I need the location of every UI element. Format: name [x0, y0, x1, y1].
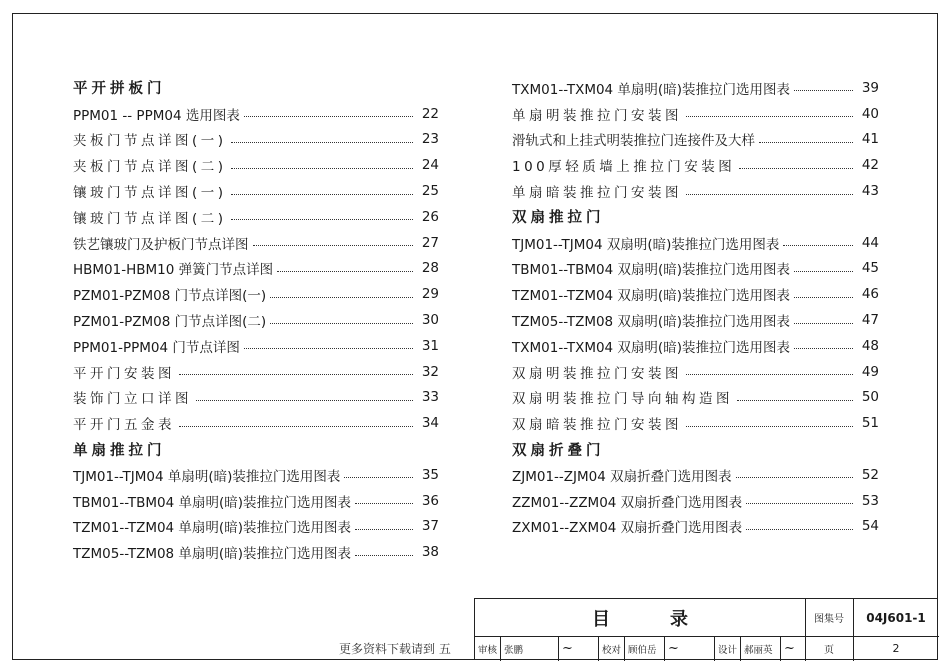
entry-title: 平开门安装图 [73, 365, 175, 382]
entry-title: ZJM01--ZJM04 双扇折叠门选用图表 [512, 468, 732, 485]
leader-dots [179, 374, 413, 375]
entry-page-number: 44 [861, 234, 879, 251]
leader-dots [759, 142, 853, 143]
leader-dots [794, 90, 853, 91]
toc-entry [512, 75, 879, 101]
entry-title: TZM05--TZM08 单扇明(暗)装推拉门选用图表 [73, 546, 351, 563]
toc-entry [512, 333, 879, 359]
toc-entry [512, 178, 879, 204]
toc-entry [512, 127, 879, 153]
toc-entry [73, 462, 439, 488]
entry-title: 铁艺镶玻门及护板门节点详图 [73, 236, 249, 253]
leader-dots [686, 374, 853, 375]
entry-title: PZM01-PZM08 门节点详图(一) [73, 288, 267, 305]
entry-title: HBM01-HBM10 弹簧门节点详图 [73, 262, 274, 279]
toc-entry [73, 410, 439, 436]
entry-page-number: 53 [861, 492, 879, 509]
toc-entry [73, 152, 439, 178]
entry-title: 镶玻门节点详图(一) [73, 185, 227, 202]
leader-dots [196, 400, 413, 401]
entry-title: PPM01 -- PPM04 选用图表 [73, 107, 240, 124]
entry-page-number: 38 [421, 544, 439, 561]
entry-page-number: 46 [861, 286, 879, 303]
entry-title: 夹板门节点详图(二) [73, 159, 227, 176]
toc-entry [73, 204, 439, 230]
toc-entry [512, 462, 879, 488]
leader-dots [746, 529, 853, 530]
toc-left-column [73, 75, 439, 565]
design-signature: ~ [784, 641, 795, 656]
toc-section-heading [73, 75, 439, 101]
leader-dots [270, 297, 413, 298]
entry-title: TZM01--TZM04 单扇明(暗)装推拉门选用图表 [73, 520, 351, 537]
leader-dots [794, 348, 853, 349]
title-block-title [475, 599, 806, 637]
entry-title: 双扇暗装推拉门安装图 [512, 417, 682, 434]
entry-title: TJM01--TJM04 双扇明(暗)装推拉门选用图表 [512, 236, 780, 253]
leader-dots [270, 323, 413, 324]
toc-section-heading [512, 436, 879, 462]
review-signature: ~ [559, 636, 599, 661]
entry-page-number: 39 [861, 79, 879, 96]
toc-entry [73, 281, 439, 307]
signature-row [475, 636, 806, 661]
page-number: 2 [892, 642, 900, 655]
entry-page-number: 43 [861, 183, 879, 200]
entry-page-number: 52 [861, 466, 879, 483]
leader-dots [355, 503, 413, 504]
entry-page-number: 22 [421, 105, 439, 122]
entry-page-number: 40 [861, 105, 879, 122]
page-label: 页 [805, 636, 854, 661]
toc-entry [73, 359, 439, 385]
section-title: 平开拼板门 [73, 81, 166, 98]
title-char-2: 录 [670, 608, 688, 630]
entry-page-number: 34 [421, 415, 439, 432]
entry-page-number: 47 [861, 312, 879, 329]
toc-entry [73, 127, 439, 153]
leader-dots [231, 219, 413, 220]
toc-entry [73, 514, 439, 540]
atlas-number-value: 04J601-1 [853, 599, 939, 637]
toc-entry [512, 281, 879, 307]
toc-entry [73, 256, 439, 282]
leader-dots [794, 297, 853, 298]
entry-title: 夹板门节点详图(一) [73, 133, 227, 150]
title-char-1: 目 [592, 608, 610, 630]
entry-title: 装饰门立口详图 [73, 391, 192, 408]
design-label: 设计 [715, 636, 741, 661]
entry-title: TXM01--TXM04 单扇明(暗)装推拉门选用图表 [512, 81, 790, 98]
leader-dots [231, 194, 413, 195]
title-block [474, 598, 938, 660]
section-title: 双扇折叠门 [512, 442, 605, 459]
entry-page-number: 48 [861, 337, 879, 354]
entry-page-number: 54 [861, 518, 879, 535]
entry-title: 双扇明装推拉门导向轴构造图 [512, 391, 733, 408]
leader-dots [736, 477, 853, 478]
leader-dots [746, 503, 853, 504]
entry-page-number: 50 [861, 389, 879, 406]
leader-dots [737, 400, 853, 401]
entry-title: ZZM01--ZZM04 双扇折叠门选用图表 [512, 494, 743, 511]
toc-entry [512, 230, 879, 256]
entry-title: 平开门五金表 [73, 417, 175, 434]
entry-title: 100厚轻质墙上推拉门安装图 [512, 159, 736, 176]
entry-page-number: 37 [421, 518, 439, 535]
atlas-number-label: 图集号 [805, 599, 854, 637]
leader-dots [686, 194, 853, 195]
toc-entry [73, 178, 439, 204]
toc-entry [512, 488, 879, 514]
toc-entry [73, 307, 439, 333]
toc-entry [73, 488, 439, 514]
leader-dots [244, 116, 413, 117]
toc-entry [73, 101, 439, 127]
toc-entry [512, 410, 879, 436]
entry-title: 滑轨式和上挂式明装推拉门连接件及大样 [512, 133, 755, 150]
leader-dots [231, 168, 413, 169]
toc-entry [512, 307, 879, 333]
entry-page-number: 26 [421, 208, 439, 225]
toc-entry [512, 256, 879, 282]
entry-page-number: 28 [421, 260, 439, 277]
leader-dots [794, 271, 853, 272]
entry-title: PPM01-PPM04 门节点详图 [73, 339, 240, 356]
entry-title: PZM01-PZM08 门节点详图(二) [73, 314, 267, 331]
check-signature: ~ [665, 636, 715, 661]
toc-entry [73, 539, 439, 565]
entry-page-number: 24 [421, 157, 439, 174]
entry-page-number: 35 [421, 466, 439, 483]
leader-dots [244, 348, 413, 349]
review-name: 张鹏 [501, 636, 559, 661]
leader-dots [783, 245, 853, 246]
toc-section-heading [73, 436, 439, 462]
entry-title: TJM01--TJM04 单扇明(暗)装推拉门选用图表 [73, 468, 341, 485]
leader-dots [277, 271, 413, 272]
toc-entry [73, 333, 439, 359]
entry-page-number: 45 [861, 260, 879, 277]
entry-title: TBM01--TBM04 单扇明(暗)装推拉门选用图表 [73, 494, 351, 511]
leader-dots [794, 323, 853, 324]
review-label: 审核 [475, 636, 501, 661]
toc-entry [512, 152, 879, 178]
leader-dots [253, 245, 414, 246]
leader-dots [739, 168, 853, 169]
entry-title: 单扇暗装推拉门安装图 [512, 185, 682, 202]
design-name: 郝丽英 [741, 636, 781, 661]
leader-dots [686, 426, 853, 427]
entry-page-number: 49 [861, 363, 879, 380]
toc-entry [512, 385, 879, 411]
toc-entry [512, 514, 879, 540]
entry-page-number: 33 [421, 389, 439, 406]
check-label: 校对 [599, 636, 625, 661]
entry-title: 双扇明装推拉门安装图 [512, 365, 682, 382]
check-name: 顾伯岳 [625, 636, 665, 661]
leader-dots [355, 555, 413, 556]
leader-dots [231, 142, 413, 143]
toc-section-heading [512, 204, 879, 230]
entry-title: TXM01--TXM04 双扇明(暗)装推拉门选用图表 [512, 339, 790, 356]
leader-dots [179, 426, 413, 427]
entry-title: TZM05--TZM08 双扇明(暗)装推拉门选用图表 [512, 314, 790, 331]
toc-entry [512, 359, 879, 385]
entry-page-number: 23 [421, 131, 439, 148]
entry-page-number: 29 [421, 286, 439, 303]
entry-page-number: 30 [421, 312, 439, 329]
entry-page-number: 41 [861, 131, 879, 148]
entry-title: TZM01--TZM04 双扇明(暗)装推拉门选用图表 [512, 288, 790, 305]
entry-page-number: 31 [421, 337, 439, 354]
footer-watermark-note: 更多资料下载请到 五 [339, 642, 451, 656]
toc-entry [73, 385, 439, 411]
entry-title: 镶玻门节点详图(二) [73, 210, 227, 227]
entry-title: TBM01--TBM04 双扇明(暗)装推拉门选用图表 [512, 262, 790, 279]
toc-entry [512, 101, 879, 127]
entry-page-number: 27 [421, 234, 439, 251]
leader-dots [344, 477, 413, 478]
entry-title: ZXM01--ZXM04 双扇折叠门选用图表 [512, 520, 743, 537]
entry-title: 单扇明装推拉门安装图 [512, 107, 682, 124]
entry-page-number: 51 [861, 415, 879, 432]
toc-right-column [512, 75, 879, 539]
entry-page-number: 25 [421, 183, 439, 200]
section-title: 双扇推拉门 [512, 210, 605, 227]
toc-entry [73, 230, 439, 256]
entry-page-number: 42 [861, 157, 879, 174]
section-title: 单扇推拉门 [73, 442, 166, 459]
leader-dots [686, 116, 853, 117]
entry-page-number: 36 [421, 492, 439, 509]
entry-page-number: 32 [421, 363, 439, 380]
leader-dots [355, 529, 413, 530]
